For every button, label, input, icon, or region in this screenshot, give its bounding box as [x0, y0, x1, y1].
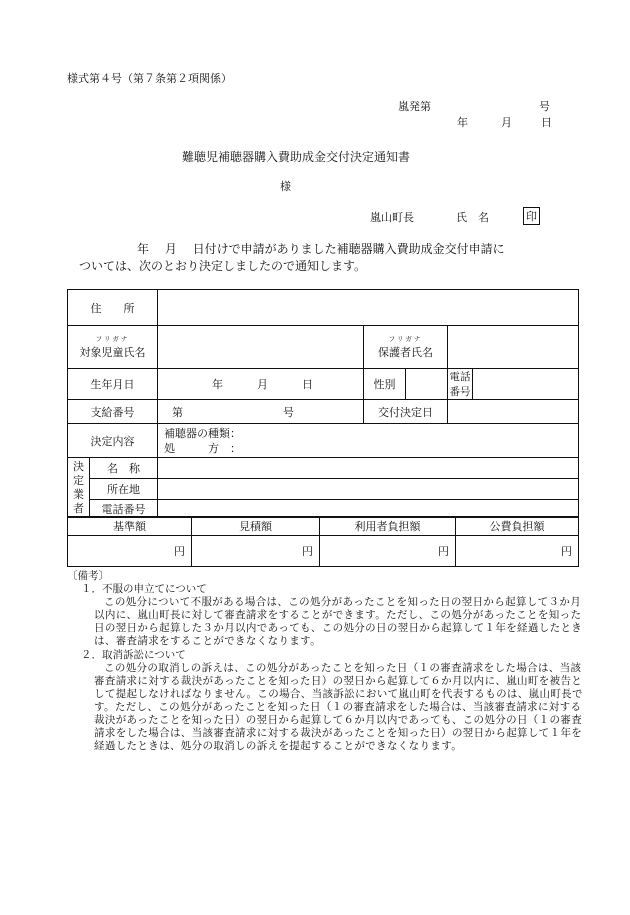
- vendor-name-value: [158, 458, 579, 479]
- child-furigana-label: フリガナ: [95, 334, 130, 343]
- cost-estimate-yen: 円: [192, 536, 320, 567]
- hearing-aid-type-label: 補聴器の種類：: [164, 426, 241, 440]
- payment-number-value: [158, 400, 364, 424]
- application-table: [67, 289, 579, 518]
- decision-content-label: 決定内容: [68, 424, 158, 458]
- address-value: [158, 290, 579, 326]
- cost-header-user-share: 利用者負担額: [320, 517, 456, 536]
- notes-section: [67, 570, 587, 753]
- note-2-body: この処分の取消しの訴えは、この処分があったことを知った日（１の審査請求をした場合は、当該審査請求に対する裁決があったことを知った日）の翌日から起算して６か月以内に、嵐山町を被告として提起しなければなりません。この場合、当該訴訟において嵐山町を代表するものは、嵐山町長です。ただし、この処分があったことを知った日（１の審査請求をした場合は、当該審査請求に対する裁決があったことを知った日）の翌日から起算して６か月以内であっても、この処分の日（１の審査請求をした場合は、当該審査請求に対する裁決があったことを知った日）の翌日から起算して１年を経過したときは、処分の取消しの訴えを提起することができなくなります。: [94, 661, 583, 753]
- issuer-title: 嵐山町長: [370, 211, 414, 224]
- cost-public-share-yen: 円: [456, 536, 579, 567]
- birthdate-day: 日: [302, 378, 313, 391]
- date-month: 月: [501, 116, 512, 129]
- child-name-value: [158, 326, 364, 369]
- birthdate-year: 年: [212, 378, 223, 391]
- phone-value: [473, 369, 579, 400]
- guardian-furigana-label: フリガナ: [388, 334, 423, 343]
- doc-number-prefix: 嵐発第: [398, 100, 431, 113]
- note-1-body: この処分について不服がある場合は、この処分があったことを知った日の翌日から起算して３か月以内に、嵐山町長に対して審査請求をすることができます。ただし、この処分があったことを知った日の翌日から起算した３か月以内であっても、この処分の日の翌日から起算して１年を経過したときは、審査請求をすることができなくなります。: [94, 596, 583, 648]
- vendor-char-1: 決: [73, 459, 84, 473]
- date-year: 年: [457, 116, 468, 129]
- gender-value: [406, 369, 448, 400]
- vendor-group-label: [68, 458, 90, 518]
- decision-date-value: [448, 400, 579, 424]
- intro-line-1: 年 月 日付けで申請がありました補聴器購入費助成金交付申請に: [137, 242, 505, 256]
- phone-label: 電話番号: [448, 369, 473, 400]
- vendor-char-4: 者: [73, 501, 84, 515]
- guardian-name-label-cell: [364, 326, 448, 369]
- doc-number-suffix: 号: [539, 100, 550, 113]
- document-title: 難聴児補聴器購入費助成金交付決定通知書: [182, 150, 411, 164]
- seal-mark: 印: [523, 207, 540, 225]
- issuer-name-label: 氏 名: [456, 211, 489, 224]
- guardian-name-label: 保護者氏名: [378, 345, 433, 359]
- child-name-label-cell: [68, 326, 158, 369]
- addressee-suffix: 様: [280, 180, 291, 193]
- prescription-label: 処 方 ：: [164, 441, 241, 455]
- vendor-phone-value: [158, 500, 579, 518]
- payment-number-prefix: 第: [172, 405, 183, 419]
- cost-table: [67, 516, 579, 567]
- birthdate-value: [158, 369, 364, 400]
- birthdate-month: 月: [257, 378, 268, 391]
- payment-number-suffix: 号: [283, 405, 294, 419]
- decision-content-value: [158, 424, 579, 458]
- payment-number-label: 支給番号: [68, 400, 158, 424]
- child-name-label: 対象児童氏名: [79, 345, 146, 359]
- note-2-title: ２．取消訴訟について: [81, 648, 186, 661]
- vendor-char-2: 定: [73, 473, 84, 487]
- vendor-name-label: 名 称: [90, 458, 158, 479]
- gender-label: 性別: [364, 369, 406, 400]
- cost-header-estimate: 見積額: [192, 517, 320, 536]
- vendor-char-3: 業: [73, 487, 84, 501]
- birthdate-label: 生年月日: [68, 369, 158, 400]
- guardian-name-value: [448, 326, 579, 369]
- vendor-phone-label: 電話番号: [90, 500, 158, 518]
- cost-standard-yen: 円: [68, 536, 192, 567]
- decision-date-label: 交付決定日: [364, 400, 448, 424]
- cost-user-share-yen: 円: [320, 536, 456, 567]
- address-label: 住 所: [68, 290, 158, 326]
- intro-line-2: ついては、次のとおり決定しましたので通知します。: [79, 259, 367, 273]
- vendor-address-value: [158, 479, 579, 500]
- form-id: 様式第４号（第７条第２項関係）: [67, 72, 232, 85]
- notes-heading: 〔備考〕: [67, 570, 109, 582]
- date-day: 日: [541, 116, 552, 129]
- vendor-address-label: 所在地: [90, 479, 158, 500]
- cost-header-public-share: 公費負担額: [456, 517, 579, 536]
- cost-header-standard: 基準額: [68, 517, 192, 536]
- note-1-title: １．不服の申立てについて: [81, 583, 207, 596]
